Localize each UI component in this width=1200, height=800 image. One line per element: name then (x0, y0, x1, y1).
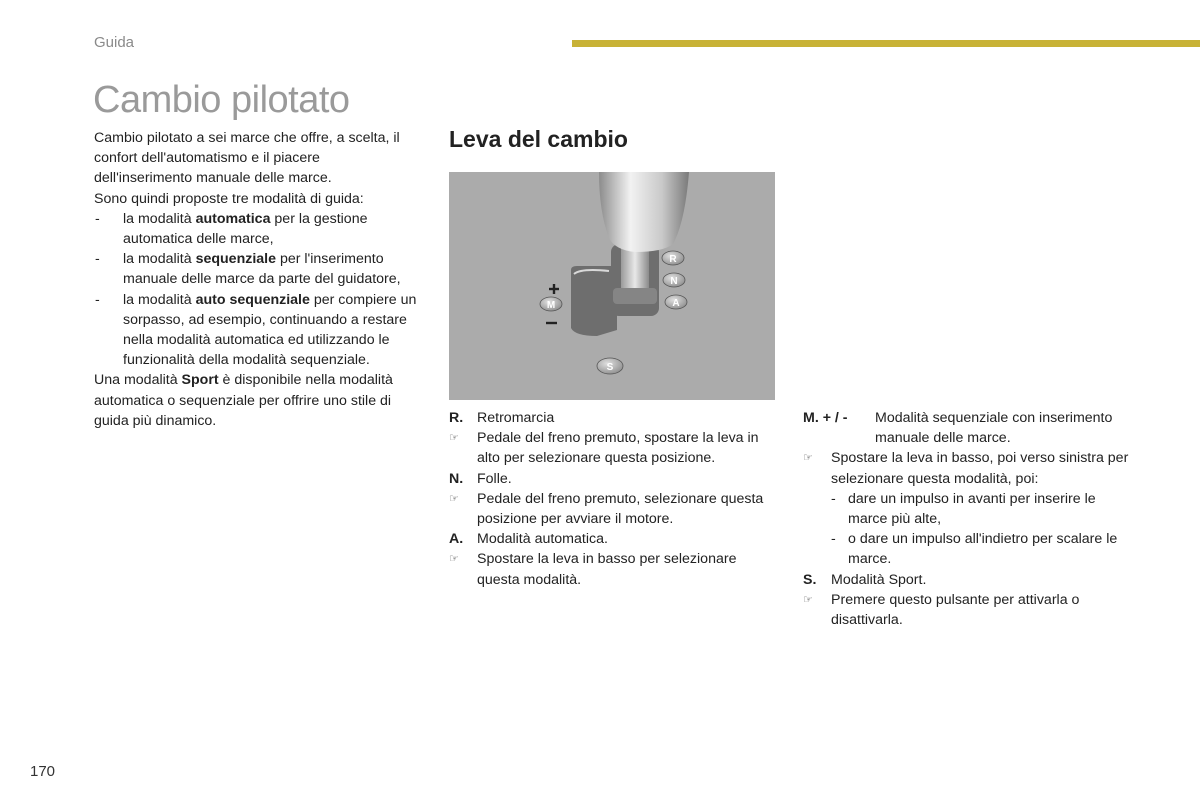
pointing-hand-icon: ☞ (803, 593, 813, 606)
automatic-entry: A. Modalità automatica. (449, 531, 608, 548)
automatic-instruction: ☞ Spostare la leva in basso per selezionare questa modalità. (449, 551, 737, 588)
reverse-instruction: ☞ Pedale del freno premuto, spostare la leva in alto per selezionare questa posizione. (449, 430, 759, 467)
page-number: 170 (30, 763, 56, 780)
intro-modes-lead: Sono quindi proposte tre modalità di guida: (94, 190, 364, 207)
list-item: - la modalità automatica per la gestione automatica delle marce, (95, 210, 368, 248)
lever-heading: Leva del cambio (449, 126, 628, 152)
section-label: Guida (94, 34, 135, 51)
gate-m-slot (571, 266, 617, 336)
pointing-hand-icon: ☞ (449, 432, 459, 445)
intro-paragraph: Cambio pilotato a sei marce che offre, a scelta, il confort dell'automatismo e il piacere dell'inserimento manuale delle marce. (94, 130, 400, 187)
pointing-hand-icon: ☞ (449, 492, 459, 505)
list-item: - la modalità sequenziale per l'inserimento manuale delle marce da parte del guidatore, (95, 251, 401, 288)
svg-text:R: R (669, 254, 677, 265)
sequential-entry: M. + / - Modalità sequenziale con inserimento manuale delle marce. (803, 410, 1113, 447)
gear-badge-r (662, 251, 684, 265)
neutral-instruction: ☞ Pedale del freno premuto, selezionare questa posizione per avviare il motore. (449, 490, 764, 528)
sport-instruction: ☞ Premere questo pulsante per attivarla o disattivarla. (803, 591, 1080, 629)
sport-paragraph: Una modalità Sport è disponibile nella modalità automatica o sequenziale per offrire uno stile di guida più dinamico. (94, 372, 393, 429)
list-item: - dare un impulso in avanti per inserire le marce più alte, (831, 490, 1096, 528)
svg-text:A: A (672, 298, 680, 309)
svg-text:S: S (606, 362, 614, 373)
reverse-entry: R. Retromarcia (449, 410, 555, 426)
intro-column (94, 128, 419, 431)
gear-badge-a (665, 295, 687, 309)
svg-text:M: M (546, 300, 556, 311)
sport-button (597, 358, 623, 374)
page-title: Cambio pilotato (93, 79, 350, 121)
driving-modes-list (94, 209, 419, 371)
manual-sport-column (803, 408, 1133, 630)
pointing-hand-icon: ☞ (449, 553, 459, 566)
svg-text:N: N (670, 276, 678, 287)
sequential-instruction: ☞ Spostare la leva in basso, poi verso sinistra per selezionare questa modalità, poi: (803, 450, 1129, 487)
list-item: - la modalità auto sequenziale per compiere un sorpasso, ad esempio, continuando a restare nella modalità automatica ed utilizzando le funzionalità della modalità sequenziale. (95, 291, 417, 369)
pointing-hand-icon: ☞ (803, 452, 813, 465)
gear-positions-column (449, 408, 779, 590)
list-item: - o dare un impulso all'indietro per scalare le marce. (831, 531, 1118, 568)
gear-badge-m (540, 297, 562, 311)
neutral-entry: N. Folle. (449, 470, 512, 487)
sequential-sub-list (803, 489, 1133, 570)
sport-entry: S. Modalità Sport. (803, 571, 927, 588)
gear-lever-illustration (449, 172, 775, 400)
header-accent-bar (572, 40, 1200, 47)
gear-badge-n (663, 273, 685, 287)
